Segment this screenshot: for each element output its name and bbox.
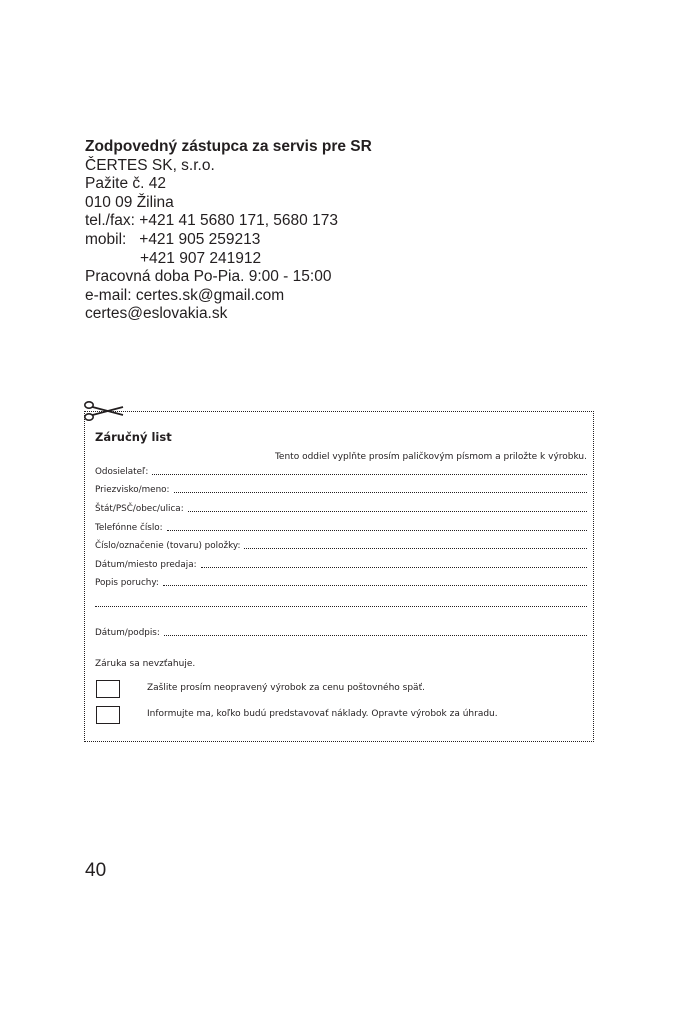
- field-address[interactable]: [95, 504, 587, 514]
- fill-line: [152, 473, 587, 475]
- fill-line: [174, 491, 587, 493]
- fill-line: [163, 584, 587, 586]
- field-fault-description[interactable]: [95, 578, 587, 588]
- cost-estimate-checkbox[interactable]: [96, 706, 120, 724]
- field-name[interactable]: [95, 485, 587, 495]
- tel-fax: tel./fax: +421 41 5680 171, 5680 173: [85, 212, 338, 230]
- fill-line: [188, 510, 587, 512]
- coupon-title: Záručný list: [95, 430, 172, 444]
- return-unrepaired-checkbox[interactable]: [96, 680, 120, 698]
- field-sender[interactable]: [95, 467, 587, 477]
- cost-estimate-label: Informujte ma, koľko budú predstavovať náklady. Opravte výrobok za úhradu.: [147, 709, 498, 719]
- field-label: Popis poruchy:: [95, 578, 159, 588]
- no-warranty-note: Záruka sa nevzťahuje.: [95, 659, 196, 669]
- page-number: 40: [85, 860, 107, 881]
- fill-line: [201, 566, 587, 568]
- field-label: Priezvisko/meno:: [95, 485, 170, 495]
- field-label: Číslo/označenie (tovaru) položky:: [95, 541, 241, 551]
- field-label: Telefónne číslo:: [95, 523, 163, 533]
- working-hours: Pracovná doba Po-Pia. 9:00 - 15:00: [85, 268, 332, 286]
- field-date-signature[interactable]: [95, 628, 587, 638]
- street-address: Pažite č. 42: [85, 175, 166, 193]
- field-sale-date-place[interactable]: [95, 560, 587, 570]
- city: 010 09 Žilina: [85, 193, 174, 211]
- field-label: Štát/PSČ/obec/ulica:: [95, 504, 184, 514]
- company-name: ČERTES SK, s.r.o.: [85, 156, 215, 174]
- field-label: Dátum/miesto predaja:: [95, 560, 197, 570]
- service-contact-block: [85, 138, 372, 324]
- fault-description-extra-line[interactable]: [95, 606, 587, 607]
- mobile-2: +421 907 241912: [140, 249, 262, 267]
- return-unrepaired-label: Zašlite prosím neopravený výrobok za cenu poštovného späť.: [147, 683, 425, 693]
- fill-line: [167, 529, 587, 531]
- fill-line: [164, 634, 587, 636]
- email: e-mail: certes.sk@gmail.com: [85, 286, 285, 304]
- field-label: Dátum/podpis:: [95, 628, 160, 638]
- fill-instruction: Tento oddiel vyplňte prosím paličkovým písmom a priložte k výrobku.: [274, 452, 587, 462]
- fill-line: [244, 547, 587, 549]
- field-phone[interactable]: [95, 523, 587, 533]
- mobile-1: mobil: +421 905 259213: [85, 230, 261, 248]
- field-item-number[interactable]: [95, 541, 587, 551]
- warranty-coupon: [84, 411, 594, 742]
- contact-title: Zodpovedný zástupca za servis pre SR: [85, 138, 372, 155]
- email-2: certes@eslovakia.sk: [85, 305, 228, 323]
- field-label: Odosielateľ:: [95, 467, 149, 477]
